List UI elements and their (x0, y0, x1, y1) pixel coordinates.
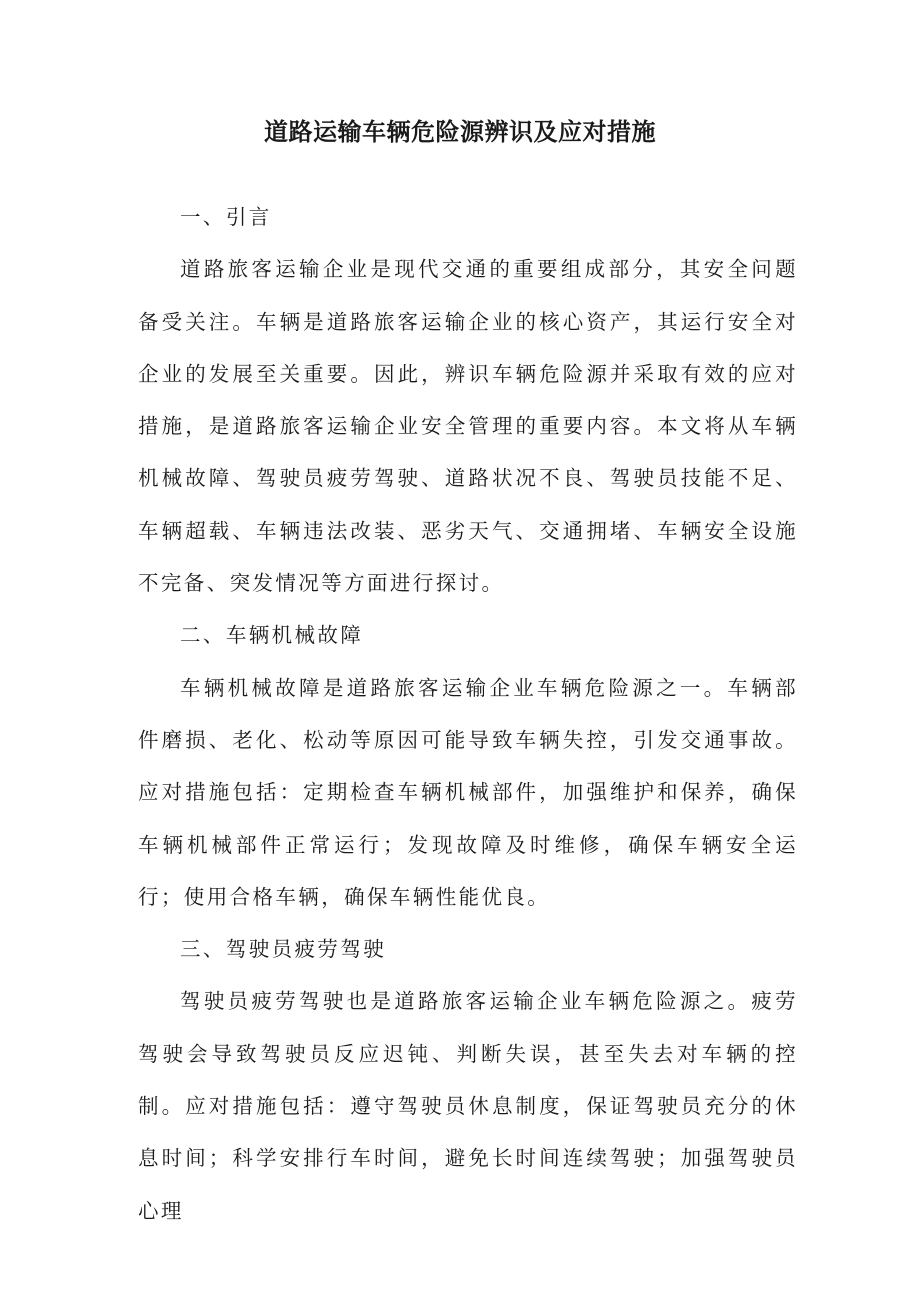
section-heading-introduction: 一、引言 (180, 205, 272, 229)
section-paragraph-introduction: 道路旅客运输企业是现代交通的重要组成部分，其安全问题备受关注。车辆是道路旅客运输企业的核心资产，其运行安全对企业的发展至关重要。因此，辨识车辆危险源并采取有效的应对措施，是道路旅客运输企业安全管理的重要内容。本文将从车辆机械故障、驾驶员疲劳驾驶、道路状况不良、驾驶员技能不足、车辆超载、车辆违法改装、恶劣天气、交通拥堵、车辆安全设施不完备、突发情况等方面进行探讨。 (138, 257, 798, 596)
section-heading-fatigue-driving: 三、驾驶员疲劳驾驶 (180, 937, 387, 962)
section-paragraph-mechanical-failure: 车辆机械故障是道路旅客运输企业车辆危险源之一。车辆部件磨损、老化、松动等原因可能导致车辆失控，引发交通事故。应对措施包括：定期检查车辆机械部件，加强维护和保养，确保车辆机械部件正常运行；发现故障及时维修，确保车辆安全运行；使用合格车辆，确保车辆性能优良。 (138, 675, 798, 909)
document-title: 道路运输车辆危险源辨识及应对措施 (264, 118, 656, 146)
section-paragraph-fatigue-driving: 驾驶员疲劳驾驶也是道路旅客运输企业车辆危险源之。疲劳驾驶会导致驾驶员反应迟钝、判断失误，甚至失去对车辆的控制。应对措施包括：遵守驾驶员休息制度，保证驾驶员充分的休息时间；科学安排行车时间，避免长时间连续驾驶；加强驾驶员心理 (138, 989, 798, 1223)
document-body (138, 191, 798, 1237)
section-heading-mechanical-failure: 二、车辆机械故障 (180, 623, 364, 648)
